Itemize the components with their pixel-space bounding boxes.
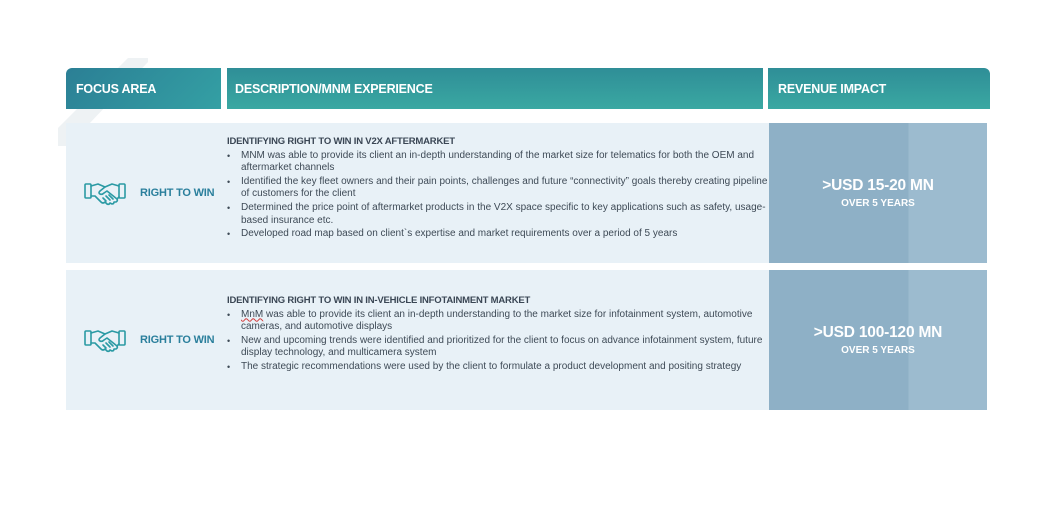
revenue-cell (769, 270, 987, 410)
focus-cell (66, 123, 226, 263)
description-title: IDENTIFYING RIGHT TO WIN IN V2X AFTERMARKET (227, 136, 455, 147)
revenue-cell (769, 123, 987, 263)
list-item: • Developed road map based on client`s expertise and market requirements over a period of 5 years (241, 228, 769, 241)
focus-label: RIGHT TO WIN (140, 187, 215, 199)
bullet-list (227, 309, 769, 374)
description-cell (227, 270, 769, 410)
list-item: • Determined the price point of aftermarket products in the V2X space specific to key applications such as safety, usage-based insurance etc. (241, 202, 769, 227)
focus-cell (66, 270, 226, 410)
list-item (241, 309, 769, 334)
handshake-icon (84, 178, 126, 208)
list-item: • The strategic recommendations were used by the client to formulate a product development and positing strategy (241, 361, 769, 374)
company-name: MnM (241, 308, 264, 320)
revenue-period: OVER 5 YEARS (841, 198, 915, 209)
header-focus-area: FOCUS AREA (66, 68, 221, 109)
table-row (66, 123, 987, 263)
header-revenue-impact: REVENUE IMPACT (768, 68, 990, 109)
list-item: • Identified the key fleet owners and their pain points, challenges and future “connectivity” goals thereby creating pipeline of customers for the client (241, 176, 769, 201)
revenue-period: OVER 5 YEARS (841, 345, 915, 356)
table-row (66, 270, 987, 410)
list-item-text: was able to provide its client an in-depth understanding to the market size for infotainment system, automotive cameras, and automotive displays (241, 308, 753, 333)
description-cell (227, 123, 769, 263)
description-title: IDENTIFYING RIGHT TO WIN IN IN-VEHICLE INFOTAINMENT MARKET (227, 295, 531, 306)
handshake-icon (84, 325, 126, 355)
revenue-value: >USD 100-120 MN (813, 324, 943, 341)
focus-label: RIGHT TO WIN (140, 334, 215, 346)
revenue-value: >USD 15-20 MN (822, 177, 934, 194)
list-item: • MNM was able to provide its client an in-depth understanding of the market size for telematics for both the OEM and aftermarket channels (241, 150, 769, 175)
header-description: DESCRIPTION/MNM EXPERIENCE (227, 68, 763, 109)
bullet-list (227, 150, 769, 241)
list-item: • New and upcoming trends were identified and prioritized for the client to focus on advance infotainment system, future display technology, and multicamera system (241, 335, 769, 360)
